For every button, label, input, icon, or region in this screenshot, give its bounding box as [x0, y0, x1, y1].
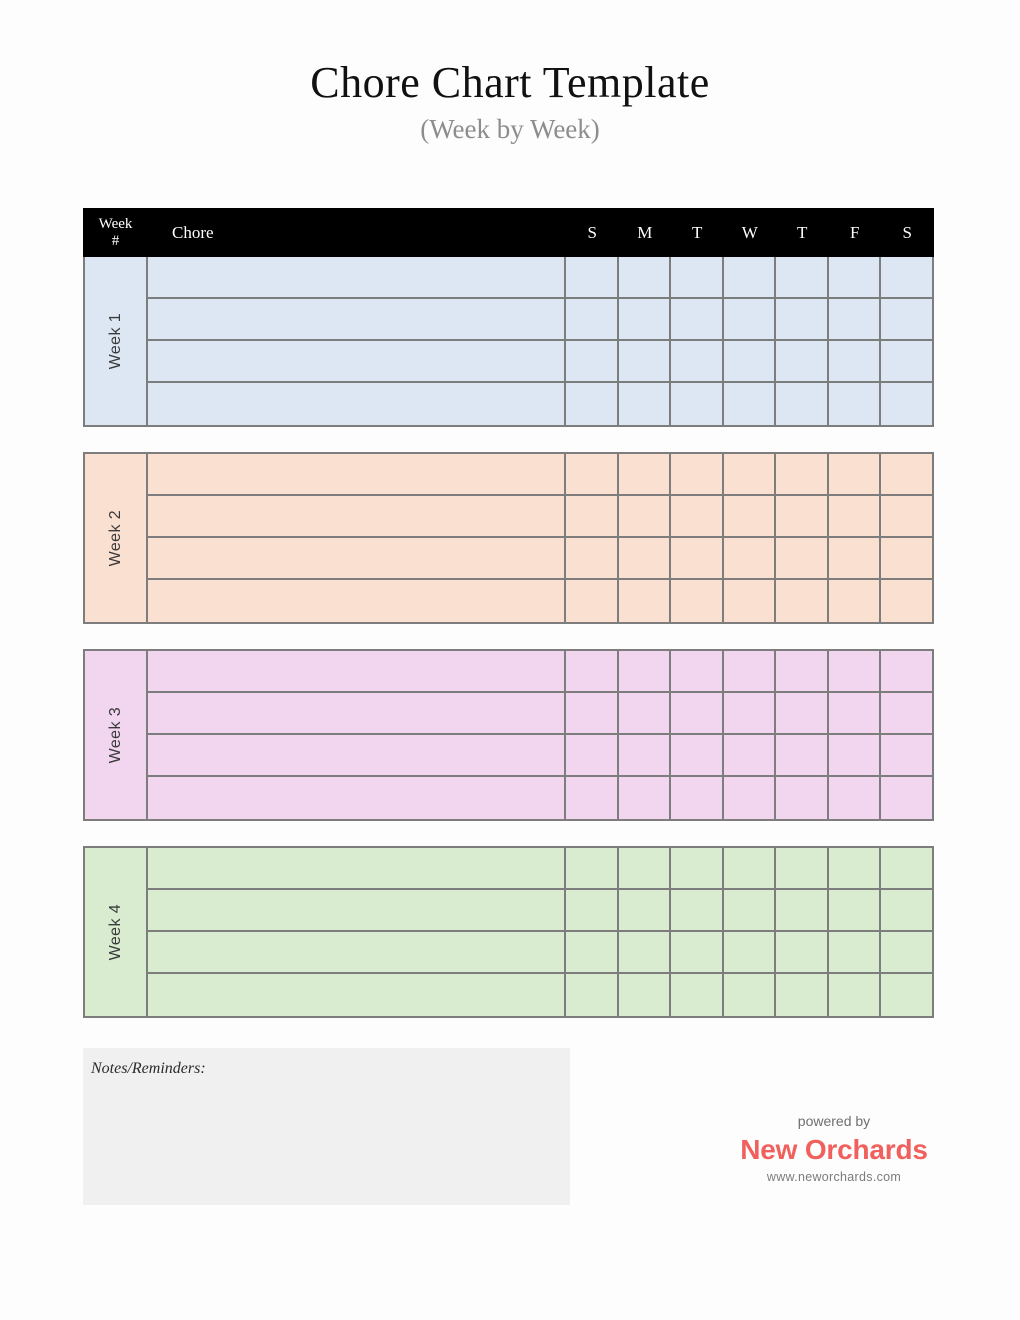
header-week-line2: # — [111, 232, 120, 249]
day-checkbox-cell[interactable] — [774, 496, 827, 536]
day-checkbox-cell[interactable] — [722, 496, 775, 536]
table-row — [148, 777, 932, 819]
table-row — [148, 383, 932, 425]
header-day-tuesday: T — [692, 222, 703, 242]
table-row — [148, 454, 932, 496]
day-cells-group — [564, 890, 932, 930]
day-checkbox-cell[interactable] — [879, 341, 932, 381]
day-checkbox-cell[interactable] — [669, 580, 722, 622]
header-chore: Chore — [172, 222, 214, 242]
header-day-saturday: S — [902, 222, 912, 242]
day-cells-group — [564, 932, 932, 972]
day-checkbox-cell[interactable] — [617, 890, 670, 930]
day-checkbox-cell[interactable] — [669, 848, 722, 888]
day-checkbox-cell[interactable] — [879, 538, 932, 578]
day-checkbox-cell[interactable] — [827, 496, 880, 536]
day-checkbox-cell[interactable] — [564, 299, 617, 339]
day-checkbox-cell[interactable] — [722, 454, 775, 494]
day-checkbox-cell[interactable] — [564, 496, 617, 536]
week-label-cell-4 — [85, 848, 148, 1016]
chore-input-cell[interactable] — [148, 777, 564, 819]
day-checkbox-cell[interactable] — [669, 257, 722, 297]
week-label-1: Week 1 — [106, 312, 124, 370]
day-checkbox-cell[interactable] — [774, 974, 827, 1016]
table-header-row — [83, 208, 934, 257]
day-checkbox-cell[interactable] — [617, 932, 670, 972]
day-checkbox-cell[interactable] — [722, 890, 775, 930]
week-block-1 — [83, 257, 934, 427]
chore-input-cell[interactable] — [148, 848, 564, 888]
day-checkbox-cell[interactable] — [827, 693, 880, 733]
chore-input-cell[interactable] — [148, 890, 564, 930]
week-rows-2 — [148, 454, 932, 622]
table-row — [148, 580, 932, 622]
header-days-group — [566, 208, 934, 257]
day-cells-group — [564, 848, 932, 888]
day-checkbox-cell[interactable] — [564, 848, 617, 888]
week-label-cell-3 — [85, 651, 148, 819]
day-checkbox-cell[interactable] — [669, 341, 722, 381]
week-label-cell-2 — [85, 454, 148, 622]
day-checkbox-cell[interactable] — [669, 777, 722, 819]
page-title: Chore Chart Template — [310, 58, 710, 107]
day-checkbox-cell[interactable] — [879, 257, 932, 297]
day-checkbox-cell[interactable] — [774, 932, 827, 972]
day-checkbox-cell[interactable] — [827, 974, 880, 1016]
day-checkbox-cell[interactable] — [722, 777, 775, 819]
week-label-3: Week 3 — [106, 706, 124, 764]
header-week-number — [83, 208, 148, 257]
day-checkbox-cell[interactable] — [879, 693, 932, 733]
day-checkbox-cell[interactable] — [669, 538, 722, 578]
day-checkbox-cell[interactable] — [617, 454, 670, 494]
day-checkbox-cell[interactable] — [722, 651, 775, 691]
day-cells-group — [564, 974, 932, 1016]
day-checkbox-cell[interactable] — [879, 890, 932, 930]
table-row — [148, 735, 932, 777]
chore-input-cell[interactable] — [148, 735, 564, 775]
day-checkbox-cell[interactable] — [879, 383, 932, 425]
day-checkbox-cell[interactable] — [617, 580, 670, 622]
day-cells-group — [564, 496, 932, 536]
day-checkbox-cell[interactable] — [617, 538, 670, 578]
header-day-thursday: T — [797, 222, 808, 242]
table-row — [148, 974, 932, 1016]
table-row — [148, 693, 932, 735]
day-checkbox-cell[interactable] — [669, 735, 722, 775]
day-checkbox-cell[interactable] — [564, 454, 617, 494]
day-checkbox-cell[interactable] — [879, 299, 932, 339]
day-checkbox-cell[interactable] — [774, 383, 827, 425]
day-checkbox-cell[interactable] — [827, 341, 880, 381]
day-checkbox-cell[interactable] — [827, 538, 880, 578]
day-checkbox-cell[interactable] — [879, 932, 932, 972]
day-checkbox-cell[interactable] — [774, 777, 827, 819]
day-checkbox-cell[interactable] — [774, 735, 827, 775]
chore-input-cell[interactable] — [148, 932, 564, 972]
header-day-wednesday: W — [741, 222, 758, 242]
brand-url[interactable]: www.neworchards.com — [766, 1169, 902, 1184]
week-label-4: Week 4 — [106, 903, 124, 961]
table-row — [148, 257, 932, 299]
day-checkbox-cell[interactable] — [774, 848, 827, 888]
day-checkbox-cell[interactable] — [879, 777, 932, 819]
notes-reminders-box[interactable] — [83, 1048, 570, 1205]
day-checkbox-cell[interactable] — [827, 299, 880, 339]
day-checkbox-cell[interactable] — [722, 341, 775, 381]
day-checkbox-cell[interactable] — [669, 383, 722, 425]
day-checkbox-cell[interactable] — [617, 848, 670, 888]
day-checkbox-cell[interactable] — [617, 257, 670, 297]
chore-input-cell[interactable] — [148, 538, 564, 578]
day-cells-group — [564, 580, 932, 622]
table-row — [148, 341, 932, 383]
day-checkbox-cell[interactable] — [669, 299, 722, 339]
day-checkbox-cell[interactable] — [774, 454, 827, 494]
day-checkbox-cell[interactable] — [617, 693, 670, 733]
day-checkbox-cell[interactable] — [564, 341, 617, 381]
day-checkbox-cell[interactable] — [879, 651, 932, 691]
day-cells-group — [564, 454, 932, 494]
chore-input-cell[interactable] — [148, 383, 564, 425]
day-checkbox-cell[interactable] — [617, 735, 670, 775]
day-checkbox-cell[interactable] — [774, 580, 827, 622]
day-checkbox-cell[interactable] — [669, 974, 722, 1016]
header-week-line1: Week — [98, 215, 133, 232]
day-checkbox-cell[interactable] — [669, 651, 722, 691]
chore-input-cell[interactable] — [148, 454, 564, 494]
day-checkbox-cell[interactable] — [564, 932, 617, 972]
day-checkbox-cell[interactable] — [564, 974, 617, 1016]
powered-by-label: powered by — [797, 1113, 871, 1129]
day-checkbox-cell[interactable] — [617, 299, 670, 339]
day-checkbox-cell[interactable] — [669, 932, 722, 972]
day-cells-group — [564, 651, 932, 691]
page-subtitle: (Week by Week) — [420, 114, 600, 145]
day-cells-group — [564, 341, 932, 381]
day-checkbox-cell[interactable] — [722, 538, 775, 578]
day-checkbox-cell[interactable] — [827, 651, 880, 691]
day-checkbox-cell[interactable] — [879, 974, 932, 1016]
week-block-4 — [83, 846, 934, 1018]
day-checkbox-cell[interactable] — [669, 890, 722, 930]
day-checkbox-cell[interactable] — [722, 735, 775, 775]
day-checkbox-cell[interactable] — [564, 890, 617, 930]
week-block-3 — [83, 649, 934, 821]
day-checkbox-cell[interactable] — [564, 383, 617, 425]
day-checkbox-cell[interactable] — [827, 580, 880, 622]
header-day-sunday: S — [587, 222, 597, 242]
header-day-friday: F — [850, 222, 860, 242]
table-row — [148, 651, 932, 693]
day-checkbox-cell[interactable] — [722, 693, 775, 733]
brand-name: New Orchards — [740, 1133, 928, 1165]
day-checkbox-cell[interactable] — [617, 651, 670, 691]
day-cells-group — [564, 735, 932, 775]
chore-input-cell[interactable] — [148, 693, 564, 733]
day-checkbox-cell[interactable] — [564, 735, 617, 775]
day-checkbox-cell[interactable] — [669, 693, 722, 733]
day-checkbox-cell[interactable] — [617, 496, 670, 536]
day-checkbox-cell[interactable] — [774, 890, 827, 930]
day-cells-group — [564, 299, 932, 339]
header-day-monday: M — [637, 222, 653, 242]
day-checkbox-cell[interactable] — [879, 496, 932, 536]
chore-input-cell[interactable] — [148, 299, 564, 339]
day-cells-group — [564, 383, 932, 425]
day-checkbox-cell[interactable] — [827, 890, 880, 930]
branding-block — [734, 1112, 934, 1187]
day-checkbox-cell[interactable] — [669, 454, 722, 494]
chore-input-cell[interactable] — [148, 974, 564, 1016]
day-checkbox-cell[interactable] — [722, 848, 775, 888]
title-block — [0, 0, 1020, 145]
table-row — [148, 848, 932, 890]
day-checkbox-cell[interactable] — [827, 383, 880, 425]
week-rows-3 — [148, 651, 932, 819]
day-checkbox-cell[interactable] — [669, 496, 722, 536]
day-checkbox-cell[interactable] — [564, 693, 617, 733]
day-checkbox-cell[interactable] — [827, 454, 880, 494]
chore-input-cell[interactable] — [148, 341, 564, 381]
day-checkbox-cell[interactable] — [827, 257, 880, 297]
day-checkbox-cell[interactable] — [564, 777, 617, 819]
day-checkbox-cell[interactable] — [564, 538, 617, 578]
day-cells-group — [564, 538, 932, 578]
day-checkbox-cell[interactable] — [774, 693, 827, 733]
chore-input-cell[interactable] — [148, 580, 564, 622]
week-rows-1 — [148, 257, 932, 425]
notes-label: Notes/Reminders: — [91, 1060, 206, 1077]
day-checkbox-cell[interactable] — [774, 538, 827, 578]
day-checkbox-cell[interactable] — [617, 383, 670, 425]
day-checkbox-cell[interactable] — [879, 735, 932, 775]
chore-input-cell[interactable] — [148, 651, 564, 691]
day-checkbox-cell[interactable] — [879, 848, 932, 888]
day-checkbox-cell[interactable] — [564, 257, 617, 297]
day-checkbox-cell[interactable] — [774, 341, 827, 381]
table-row — [148, 496, 932, 538]
day-checkbox-cell[interactable] — [879, 454, 932, 494]
day-checkbox-cell[interactable] — [827, 777, 880, 819]
day-checkbox-cell[interactable] — [722, 299, 775, 339]
day-cells-group — [564, 777, 932, 819]
day-checkbox-cell[interactable] — [617, 777, 670, 819]
table-row — [148, 299, 932, 341]
day-checkbox-cell[interactable] — [774, 299, 827, 339]
day-checkbox-cell[interactable] — [774, 257, 827, 297]
table-row — [148, 932, 932, 974]
day-checkbox-cell[interactable] — [722, 580, 775, 622]
day-checkbox-cell[interactable] — [827, 932, 880, 972]
day-checkbox-cell[interactable] — [722, 383, 775, 425]
week-rows-4 — [148, 848, 932, 1016]
day-checkbox-cell[interactable] — [564, 651, 617, 691]
day-checkbox-cell[interactable] — [827, 848, 880, 888]
day-cells-group — [564, 257, 932, 297]
day-checkbox-cell[interactable] — [722, 932, 775, 972]
table-row — [148, 538, 932, 580]
week-label-cell-1 — [85, 257, 148, 425]
day-checkbox-cell[interactable] — [722, 257, 775, 297]
week-block-2 — [83, 452, 934, 624]
chore-input-cell[interactable] — [148, 496, 564, 536]
chore-chart-table — [83, 208, 934, 1043]
day-checkbox-cell[interactable] — [617, 974, 670, 1016]
day-checkbox-cell[interactable] — [564, 580, 617, 622]
day-checkbox-cell[interactable] — [617, 341, 670, 381]
table-row — [148, 890, 932, 932]
day-checkbox-cell[interactable] — [774, 651, 827, 691]
week-label-2: Week 2 — [106, 509, 124, 567]
day-cells-group — [564, 693, 932, 733]
day-checkbox-cell[interactable] — [827, 735, 880, 775]
chore-input-cell[interactable] — [148, 257, 564, 297]
day-checkbox-cell[interactable] — [722, 974, 775, 1016]
day-checkbox-cell[interactable] — [879, 580, 932, 622]
